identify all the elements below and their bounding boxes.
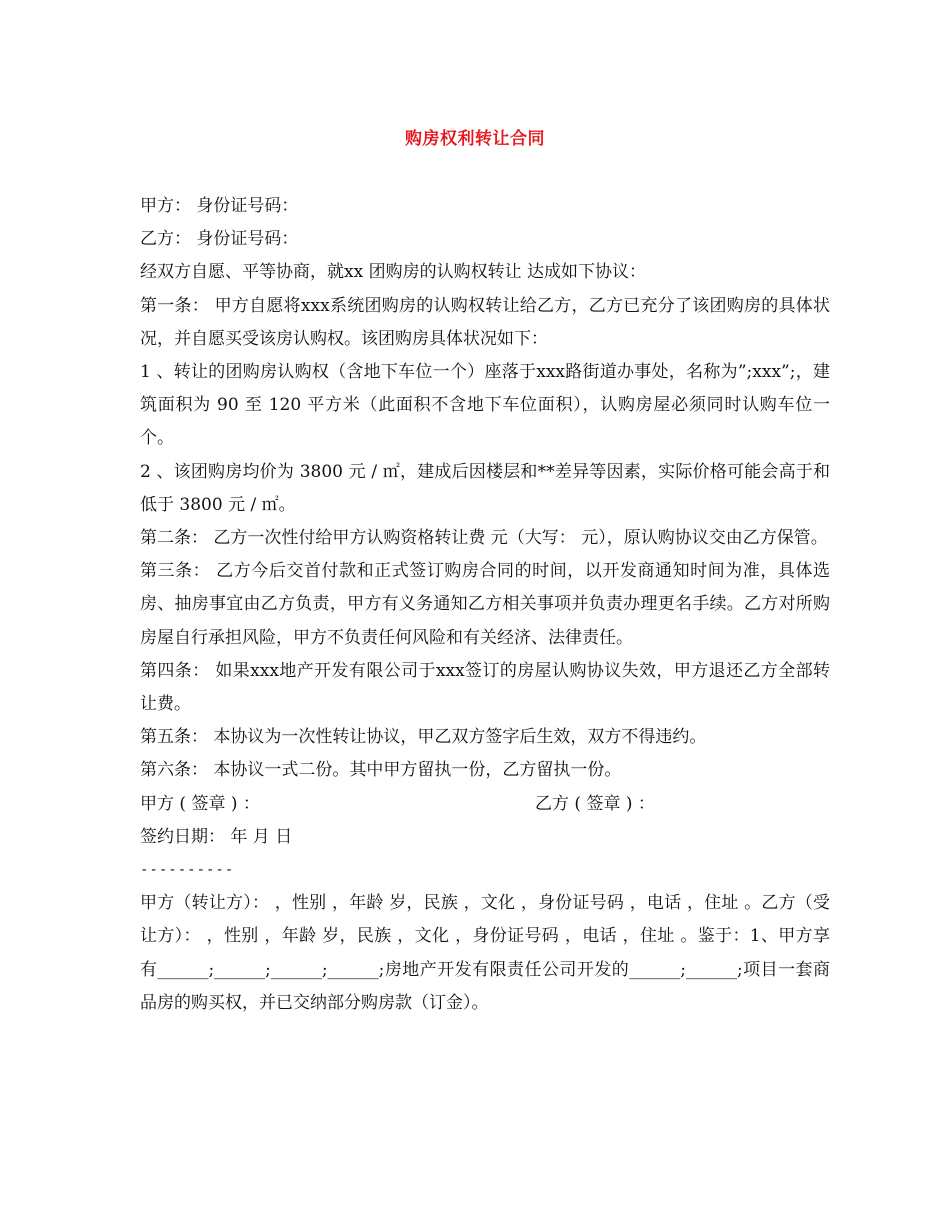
article-1-item-1: 1 、转让的团购房认购权（含地下车位一个）座落于xxx路街道办事处，名称为”;xxx”;，建筑面积为 90 至 120 平方米（此面积不含地下车位面积），认购房屋必须同时认购车位一个。 <box>140 362 830 449</box>
separator-line: ---------- <box>140 862 235 879</box>
party-a-signature: 甲方 ( 签章 ) ： <box>140 793 260 814</box>
article-2: 第二条： 乙方一次性付给甲方认购资格转让费 元（大写： 元），原认购协议交由乙方保管。 <box>140 528 828 549</box>
article-1-item-2: 2 、该团购房均价为 3800 元 / ㎡，建成后因楼层和**差异等因素，实际价格可能会高于和低于 3800 元 / ㎡。 <box>140 461 830 515</box>
signing-date: 签约日期： 年 月 日 <box>140 826 293 847</box>
article-4: 第四条： 如果xxx地产开发有限公司于xxx签订的房屋认购协议失效，甲方退还乙方全部转让费。 <box>140 660 830 715</box>
signature-row <box>140 788 830 821</box>
party-b-line: 乙方： 身份证号码： <box>140 229 299 250</box>
appendix-paragraph: 甲方（转让方）： ，性别 ，年龄 岁，民族 ，文化 ，身份证号码 ，电话 ，住址 。乙方（受让方）： ，性别 ，年龄 岁，民族 ，文化 ，身份证号码 ，电话 ，住址 。鉴于：1、甲方享有______;______;______;______;房地产开发有限责任公司开发的______;______;项目一套商品房的购买权，并已交纳部分购房款（订金）。 <box>140 893 830 1013</box>
intro-paragraph: 经双方自愿、平等协商，就xx 团购房的认购权转让 达成如下协议： <box>140 262 646 283</box>
party-b-signature: 乙方 ( 签章 ) ： <box>535 793 655 814</box>
article-6: 第六条： 本协议一式二份。其中甲方留执一份，乙方留执一份。 <box>140 760 622 781</box>
article-5: 第五条： 本协议为一次性转让协议，甲乙双方签字后生效，双方不得违约。 <box>140 727 707 748</box>
document-title: 购房权利转让合同 <box>405 129 545 149</box>
article-1: 第一条： 甲方自愿将xxx系统团购房的认购权转让给乙方，乙方已充分了该团购房的具体状况，并自愿买受该房认购权。该团购房具体状况如下： <box>140 295 830 349</box>
party-a-line: 甲方： 身份证号码： <box>140 196 299 216</box>
document-body <box>140 190 830 1020</box>
article-3: 第三条： 乙方今后交首付款和正式签订购房合同的时间，以开发商通知时间为准，具体选房、抽房事宜由乙方负责，甲方有义务通知乙方相关事项并负责办理更名手续。乙方对所购房屋自行承担风险，甲方不负责任何风险和有关经济、法律责任。 <box>140 561 830 648</box>
